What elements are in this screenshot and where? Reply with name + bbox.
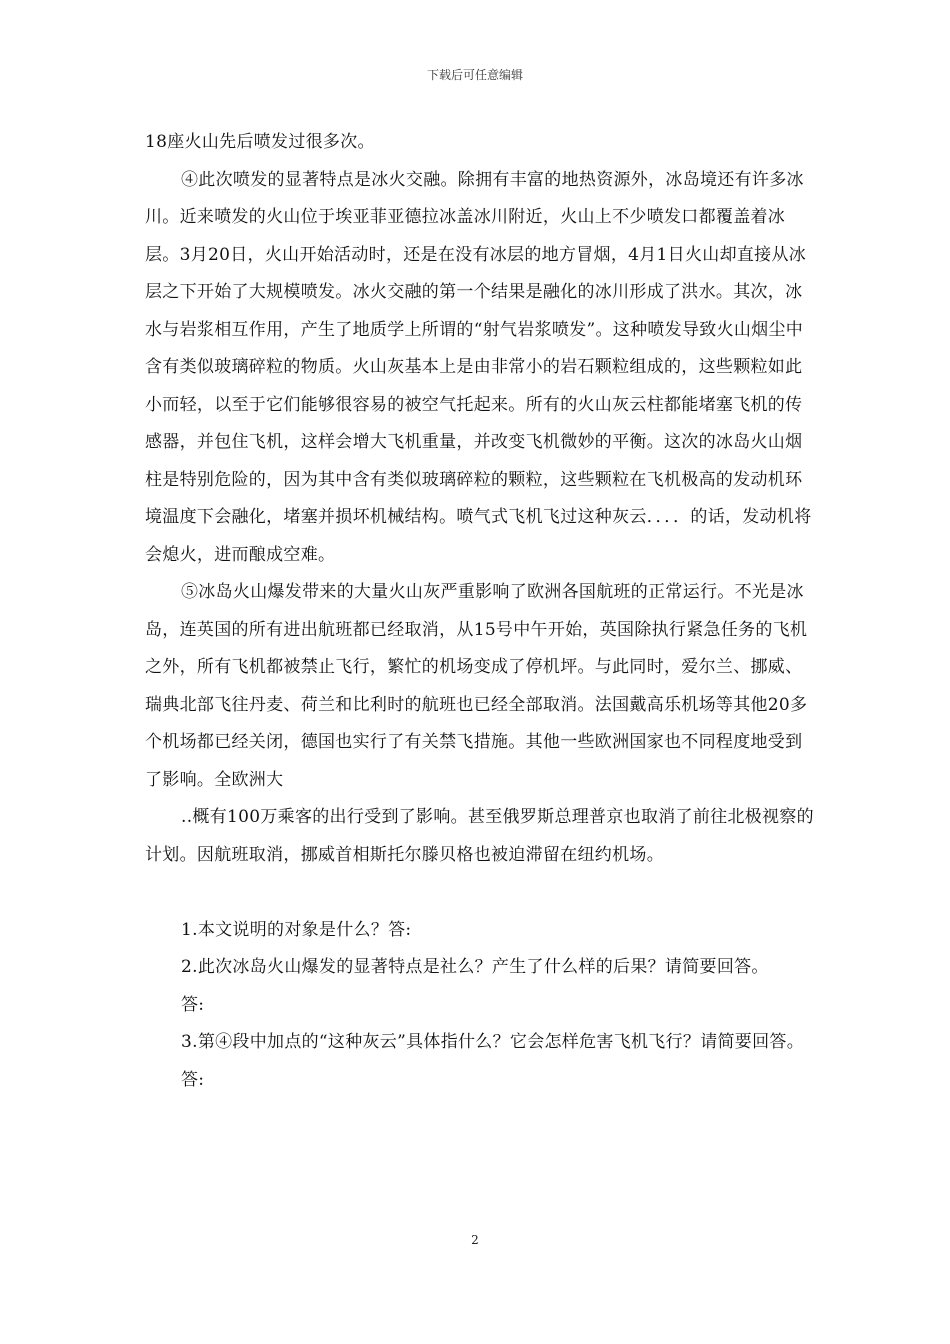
page-number: 2 (471, 1233, 479, 1247)
paragraph-5: ⑤冰岛火山爆发带来的大量火山灰严重影响了欧洲各国航班的正常运行。不光是冰岛，连英国的所有进出航班都已经取消，从15号中午开始，英国除执行紧急任务的飞机之外，所有飞机都被禁止飞行，繁忙的机场变成了停机坪。与此同时，爱尔兰、挪威、瑞典北部飞往丹麦、荷兰和比利时的航班也已经全部取消。法国戴高乐机场等其他20多个机场都已经关闭，德国也实行了有关禁飞措施。其他一些欧洲国家也不同程度地受到了影响。全欧洲大 (145, 582, 808, 790)
question-2-answer: 答: (181, 994, 205, 1015)
page-header: 下载后可任意编辑 (426, 68, 523, 82)
paragraph-3-tail: 18座火山先后喷发过很多次。 (145, 132, 375, 152)
paragraph-4: ④此次喷发的显著特点是冰火交融。除拥有丰富的地热资源外，冰岛境还有许多冰川。近来喷发的火山位于埃亚菲亚德拉冰盖冰川附近，火山上不少喷发口都覆盖着冰层。3月20日，火山开始活动时，还是在没有冰层的地方冒烟，4月1日火山却直接从冰层之下开始了大规模喷发。冰火交融的第一个结果是融化的冰川形成了洪水。其次，冰水与岩浆相互作用，产生了地质学上所谓的“射气岩浆喷发”。这种喷发导致火山烟尘中含有类似玻璃碎粒的物质。火山灰基本上是由非常小的岩石颗粒组成的，这些颗粒如此小而轻，以至于它们能够很容易的被空气托起来。所有的火山灰云柱都能堵塞飞机的传感器，并包住飞机，这样会增大飞机重量，并改变飞机微妙的平衡。这次的冰岛火山烟柱是特别危险的，因为其中含有类似玻璃碎粒的颗粒，这些颗粒在飞机极高的发动机环境温度下会融化，堵塞并损坏机械结构。喷气式飞机飞过这种灰云．．．．的话，发动机将会熄火，进而酿成空难。 (145, 169, 812, 565)
section-spacer (145, 874, 817, 912)
question-2: 2.此次冰岛火山爆发的显著特点是社么？产生了什么样的后果？请简要回答。 (181, 957, 769, 977)
paragraph-5-continued: ..概有100万乘客的出行受到了影响。甚至俄罗斯总理普京也取消了前往北极视察的计划。因航班取消，挪威首相斯托尔滕贝格也被迫滞留在纽约机场。 (145, 807, 814, 865)
document-body (145, 124, 817, 1099)
question-3: 3.第④段中加点的“这种灰云”具体指什么？它会怎样危害飞机飞行？请简要回答。 (181, 1032, 804, 1052)
question-3-answer: 答: (181, 1069, 205, 1090)
question-1: 1.本文说明的对象是什么？答: (181, 919, 412, 940)
